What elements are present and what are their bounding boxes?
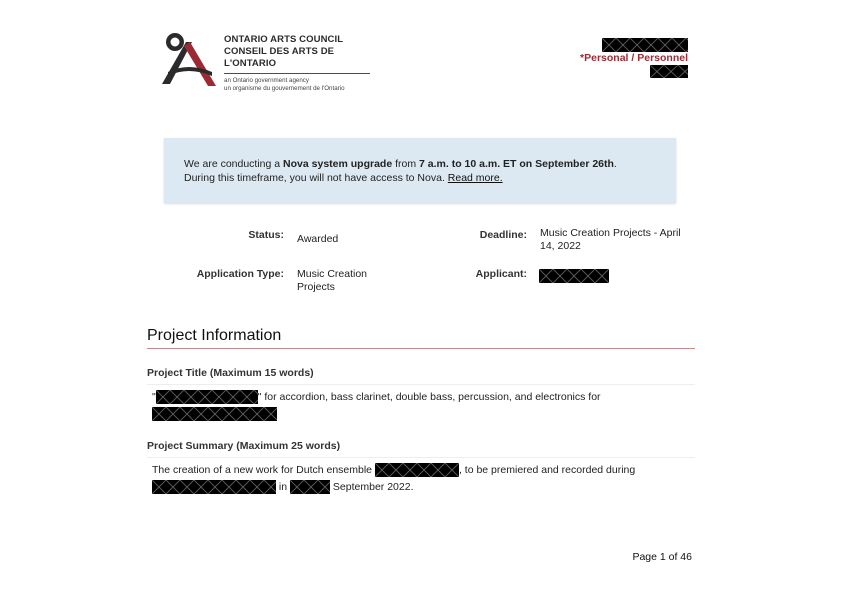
applicant-redaction [539, 269, 609, 283]
personal-label: *Personal / Personnel [580, 52, 688, 64]
summary-text-2: , to be premiered and recorded during [458, 464, 636, 476]
redaction-box [152, 407, 277, 421]
project-summary-heading: Project Summary (Maximum 25 words) [147, 440, 341, 452]
banner-text [184, 157, 617, 185]
redaction-box [650, 65, 688, 78]
redaction-box [152, 480, 276, 494]
org-sub-en: an Ontario government agency [224, 77, 309, 84]
org-name-en: ONTARIO ARTS COUNCIL [224, 34, 344, 45]
application-type-label: Application Type: [196, 268, 284, 280]
redaction-box [375, 463, 459, 477]
org-sub-fr: un organisme du gouvernement de l'Ontario [224, 85, 345, 92]
applicant-label: Applicant: [475, 268, 527, 280]
org-name-fr: CONSEIL DES ARTS DE L'ONTARIO [224, 46, 335, 69]
redaction-box [290, 480, 330, 494]
org-divider [224, 73, 370, 74]
redaction-box [156, 390, 258, 404]
summary-text-4: September 2022. [330, 481, 414, 493]
title-text: " for accordion, bass clarinet, double bass, percussion, and electronics for [257, 391, 601, 403]
project-title-heading: Project Title (Maximum 15 words) [147, 367, 314, 379]
page-number: Page 1 of 46 [632, 551, 692, 563]
banner-line1-mid: from [392, 158, 420, 170]
banner-line1-suffix: . [613, 158, 617, 170]
application-type-value: Music Creation Projects [297, 268, 368, 293]
personal-block [580, 38, 688, 78]
oac-logo-icon [158, 32, 220, 92]
deadline-value: Music Creation Projects - April 14, 2022 [540, 227, 681, 252]
summary-text-3: in [276, 481, 291, 493]
redaction-box [602, 38, 688, 52]
section-title-project-information: Project Information [147, 327, 282, 344]
title-open-quote: " [152, 391, 156, 403]
summary-text-1: The creation of a new work for Dutch ensemble [152, 464, 375, 476]
banner-bold-upgrade: Nova system upgrade [283, 158, 393, 170]
org-name-block [224, 34, 388, 93]
read-more-link[interactable]: Read more. [447, 172, 503, 184]
banner-line2: During this timeframe, you will not have access to Nova. [184, 172, 448, 184]
deadline-label: Deadline: [479, 229, 527, 241]
status-label: Status: [248, 229, 284, 241]
oac-logo [158, 32, 388, 92]
section-divider [147, 348, 695, 349]
project-summary-text [152, 462, 692, 496]
status-value: Awarded [297, 233, 339, 245]
banner-bold-time: 7 a.m. to 10 a.m. ET on September 26th [419, 158, 614, 170]
subsection-divider [147, 457, 695, 458]
system-upgrade-banner [164, 138, 676, 203]
subsection-divider [147, 384, 695, 385]
banner-line1-prefix: We are conducting a [184, 158, 284, 170]
project-title-text [152, 389, 692, 423]
